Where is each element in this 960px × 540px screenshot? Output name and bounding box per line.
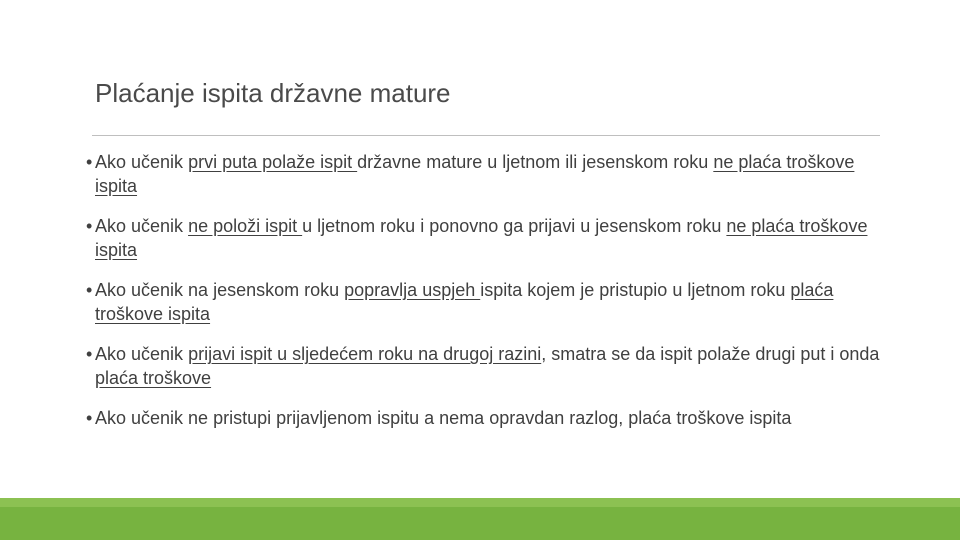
bullet-underlined-text: prijavi ispit u sljedećem roku na drugoj razini: [188, 344, 542, 364]
bullet-underlined-text: ne položi ispit: [188, 216, 303, 236]
footer-accent-stripe: [0, 498, 960, 507]
bullet-item: [86, 278, 886, 326]
bullet-underlined-text: ne plaća troškove ispita: [95, 216, 868, 260]
bullet-item: [86, 406, 886, 430]
bullet-item: [86, 214, 886, 262]
bullet-list: [86, 150, 886, 446]
bullet-text: Ako učenik: [95, 216, 189, 236]
bullet-text: Ako učenik: [95, 344, 189, 364]
bullet-text: Ako učenik na jesenskom roku: [95, 280, 345, 300]
bullet-dot: •: [86, 280, 93, 300]
bullet-text: Ako učenik: [95, 152, 189, 172]
bullet-dot: •: [86, 152, 93, 172]
bullet-dot: •: [86, 216, 93, 236]
bullet-dot: •: [86, 344, 93, 364]
bullet-text: , smatra se da ispit polaže drugi put i onda: [541, 344, 880, 364]
bullet-underlined-text: ne plaća troškove ispita: [95, 152, 855, 196]
bullet-item: [86, 150, 886, 198]
bullet-text: Ako učenik ne pristupi prijavljenom ispitu a nema opravdan razlog, plaća troškove ispita: [95, 408, 792, 428]
bullet-underlined-text: plaća troškove ispita: [95, 280, 834, 324]
bullet-text: u ljetnom roku i ponovno ga prijavi u jesenskom roku: [302, 216, 727, 236]
title-divider: [92, 135, 880, 136]
footer-accent-bar: [0, 498, 960, 540]
bullet-dot: •: [86, 408, 93, 428]
slide-title: Plaćanje ispita državne mature: [95, 78, 451, 108]
bullet-text: državne mature u ljetnom ili jesenskom roku: [357, 152, 714, 172]
bullet-item: [86, 342, 886, 390]
bullet-text: ispita kojem je pristupio u ljetnom roku: [480, 280, 791, 300]
bullet-underlined-text: popravlja uspjeh: [344, 280, 481, 300]
bullet-underlined-text: prvi puta polaže ispit: [188, 152, 358, 172]
bullet-underlined-text: plaća troškove: [95, 368, 212, 388]
